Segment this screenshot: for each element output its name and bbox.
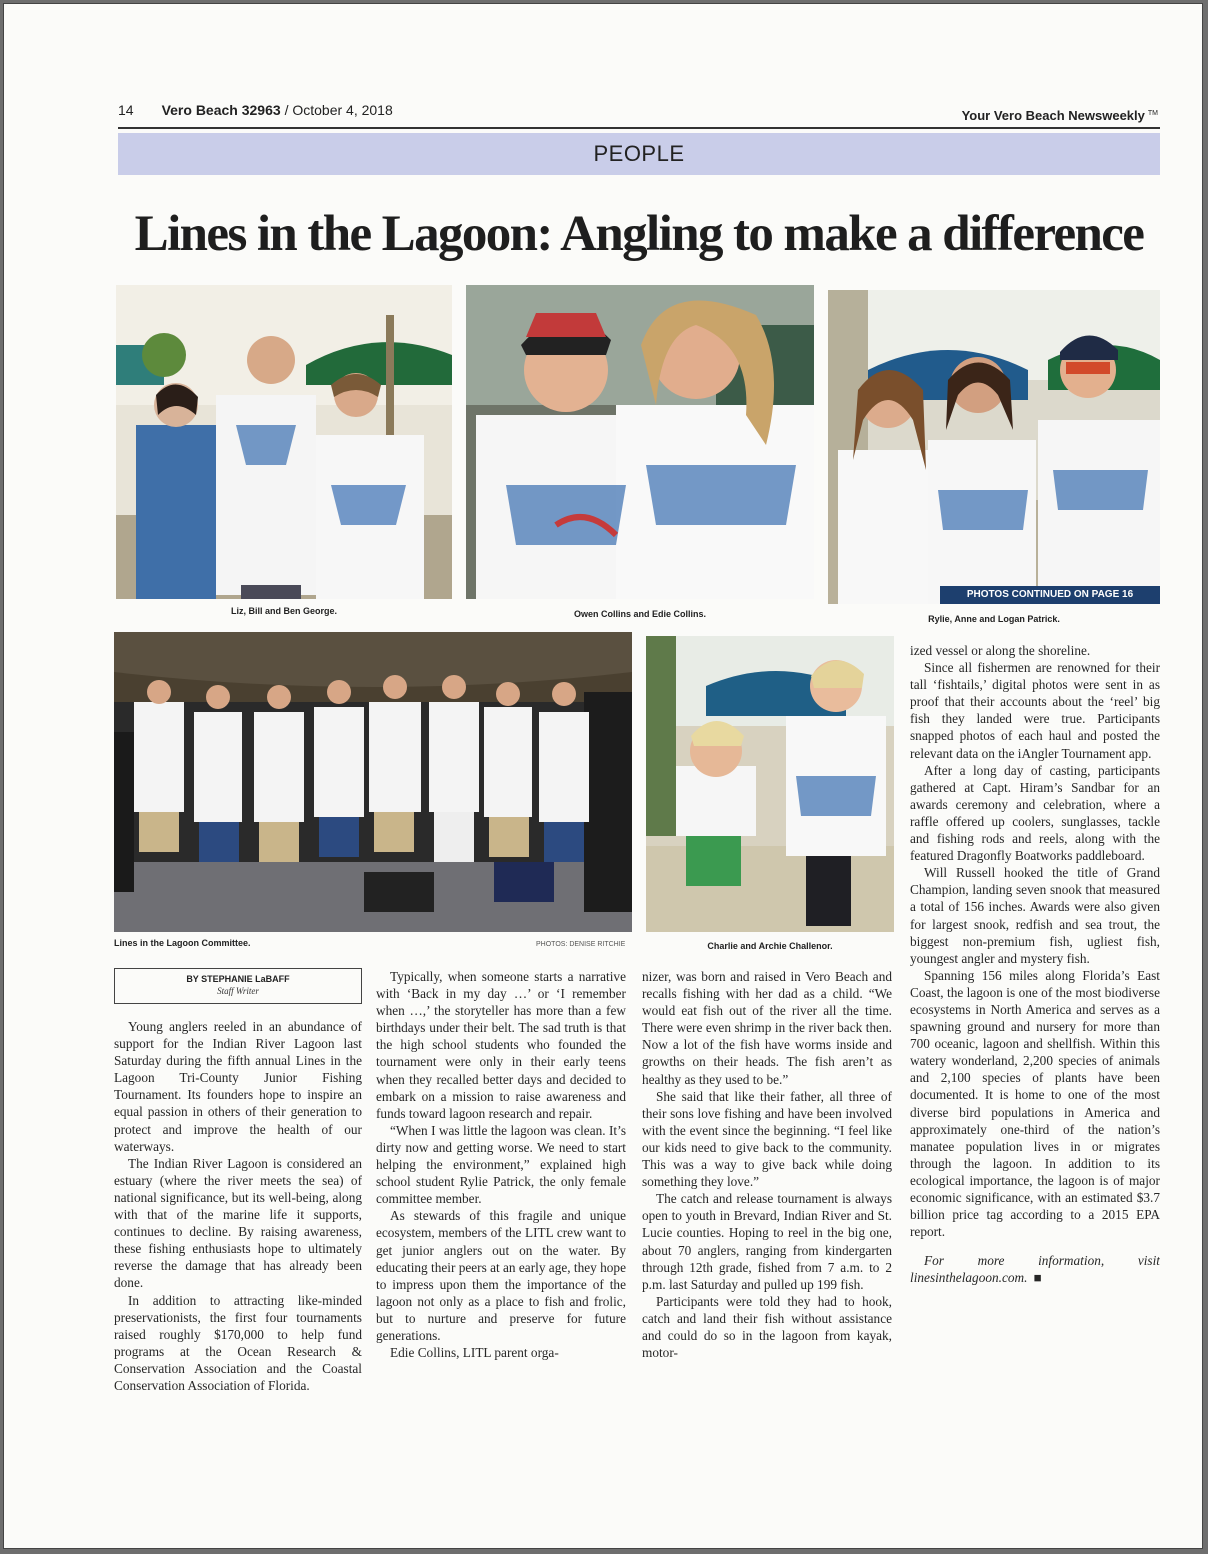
page-header-left	[118, 102, 393, 118]
page-number: 14	[118, 102, 134, 118]
photo-liz-bill-ben-george	[116, 285, 452, 599]
paragraph: “When I was little the lagoon was clean. It’s dirty now and getting worse. We need to start helping the environment,” explained high school student Rylie Patrick, the only female committee member.	[376, 1122, 626, 1207]
paper-name: Vero Beach 32963	[161, 102, 281, 118]
end-mark: ■	[1033, 1270, 1042, 1286]
paragraph: As stewards of this fragile and unique ecosystem, members of the LITL crew want to get junior anglers out on the water. By educating their peers at an early age, they hope to impress upon them the importance of the lagoon not only as a place to fish and frolic, but to nurture and preserve for future generations.	[376, 1208, 626, 1343]
article-column-4	[910, 642, 1160, 1452]
article-column-2	[376, 968, 626, 1458]
paragraph: Will Russell hooked the title of Grand Champion, landing seven snook that measured a total of 156 inches. Awards were also given for largest snook, redfish and sea trout, the biggest non-premium fish, ugliest fish, youngest angler and mystery fish.	[910, 865, 1160, 966]
paragraph: After a long day of casting, participants gathered at Capt. Hiram’s Sandbar for an awards ceremony and celebration, where a raffle offered up coolers, sunglasses, tackle and fishing rods and reels, along with the featured Dragonfly Boatworks paddleboard.	[910, 762, 1160, 864]
paragraph: Young anglers reeled in an abundance of support for the Indian River Lagoon last Saturday during the fifth annual Lines in the Lagoon Tri-County Junior Fishing Tournament. Its founders hope to inspire an equal passion in others of their generation to protect and improve the health of our waterways.	[114, 1019, 362, 1154]
photo-charlie-archie-challenor	[646, 636, 894, 932]
byline-name: BY STEPHANIE LaBAFF	[186, 974, 290, 984]
byline-title: Staff Writer	[217, 986, 259, 996]
paragraph: She said that like their father, all three of their sons love fishing and have been involved with the event since the beginning. “I feel like our kids need to give back to the community. This was a way to give back while doing something they love.”	[642, 1088, 892, 1190]
paragraph: In addition to attracting like-minded preservationists, the first four tournaments raised roughly $170,000 to help fund programs at the Ocean Research & Conservation Association and the Coastal Conservation Association of Florida.	[114, 1292, 362, 1393]
caption-photo-2: Owen Collins and Edie Collins.	[573, 609, 707, 619]
closing-note	[910, 1252, 1160, 1286]
caption-photo-4: Lines in the Lagoon Committee.	[114, 938, 251, 948]
byline	[114, 968, 362, 1004]
photos-continued-banner: PHOTOS CONTINUED ON PAGE 16	[940, 586, 1160, 604]
page-header-right	[962, 108, 1158, 123]
caption-photo-3: Rylie, Anne and Logan Patrick.	[928, 614, 1060, 624]
article-column-1	[114, 1018, 362, 1458]
newspaper-page	[3, 3, 1203, 1549]
photo-credit: PHOTOS: DENISE RITCHIE	[536, 941, 626, 948]
paragraph: The catch and release tournament is always open to youth in Brevard, Indian River and St. Lucie counties. Hoping to reel in the big one, about 70 anglers, ranging from kindergarten through 12th grade, fished from 7 a.m. to 2 p.m. last Saturday and pulled up 199 fish.	[642, 1191, 892, 1292]
photo-rylie-anne-logan-patrick	[828, 290, 1160, 604]
issue-date: / October 4, 2018	[284, 102, 393, 118]
section-title: PEOPLE	[118, 133, 1160, 175]
photo-committee-group	[114, 632, 632, 932]
paragraph: nizer, was born and raised in Vero Beach and recalls fishing with her dad as a child. “We would eat fish out of the river all the time. There were even shrimp in the river back then. Now a lot of the fish have worms inside and growths on their heads. The fish aren’t as healthy as they used to be.”	[642, 969, 892, 1087]
headline: Lines in the Lagoon: Angling to make a difference	[134, 206, 1144, 262]
paper-tagline: Your Vero Beach Newsweekly	[961, 108, 1145, 123]
paragraph: Edie Collins, LITL parent orga-	[390, 1345, 559, 1361]
trademark: TM	[1147, 109, 1158, 117]
caption-photo-1: Liz, Bill and Ben George.	[230, 606, 337, 616]
paragraph: Since all fishermen are renowned for their tall ‘fishtails,’ digital photos were sent in as proof that their accounts about the ‘reel’ big fish they landed were true. Participants snapped photos of each haul and posted the relevant data on the iAngler Tournament app.	[910, 660, 1160, 761]
paragraph: Typically, when someone starts a narrative with ‘Back in my day …’ or ‘I remember when …,’ the storyteller has more than a few birthdays under their belt. The sad truth is that the high school students who founded the tournament were only in their early teens when they recalled better days and decided to embark on a mission to raise awareness and funds toward lagoon research and repair.	[376, 969, 626, 1121]
header-rule	[118, 127, 1160, 129]
paragraph: Spanning 156 miles along Florida’s East Coast, the lagoon is one of the most biodiverse ecosystems in North America and serves as a spawning ground and nursery for more than 700 oceanic, lagoon and shellfish. Within this watery wonderland, 2,200 species of animals and 2,100 species of plants have been documented. It is home to one of the most diverse bird populations in America and approximately one-third of the nation’s manatee population lives in or migrates through the lagoon. In addition to its ecological importance, the lagoon is of major economic significance, with an estimated $3.7 billion price tag according to a 2015 EPA report.	[910, 967, 1160, 1240]
photo-owen-edie-collins	[466, 285, 814, 599]
paragraph: ized vessel or along the shoreline.	[910, 643, 1091, 658]
caption-photo-5: Charlie and Archie Challenor.	[707, 941, 833, 951]
article-column-3	[642, 968, 892, 1458]
closing-text: For more information, visit linesinthelagoon.com.	[910, 1253, 1160, 1286]
paragraph: The Indian River Lagoon is considered an estuary (where the river meets the sea) of national significance, but its well-being, along with that of the marine life it supports, continues to decline. By raising awareness, these fishing enthusiasts hope to ultimately reverse the damage that has already been done.	[114, 1155, 362, 1291]
paragraph: Participants were told they had to hook, catch and land their fish without assistance and could do so in the lagoon from kayak, motor-	[642, 1293, 892, 1361]
